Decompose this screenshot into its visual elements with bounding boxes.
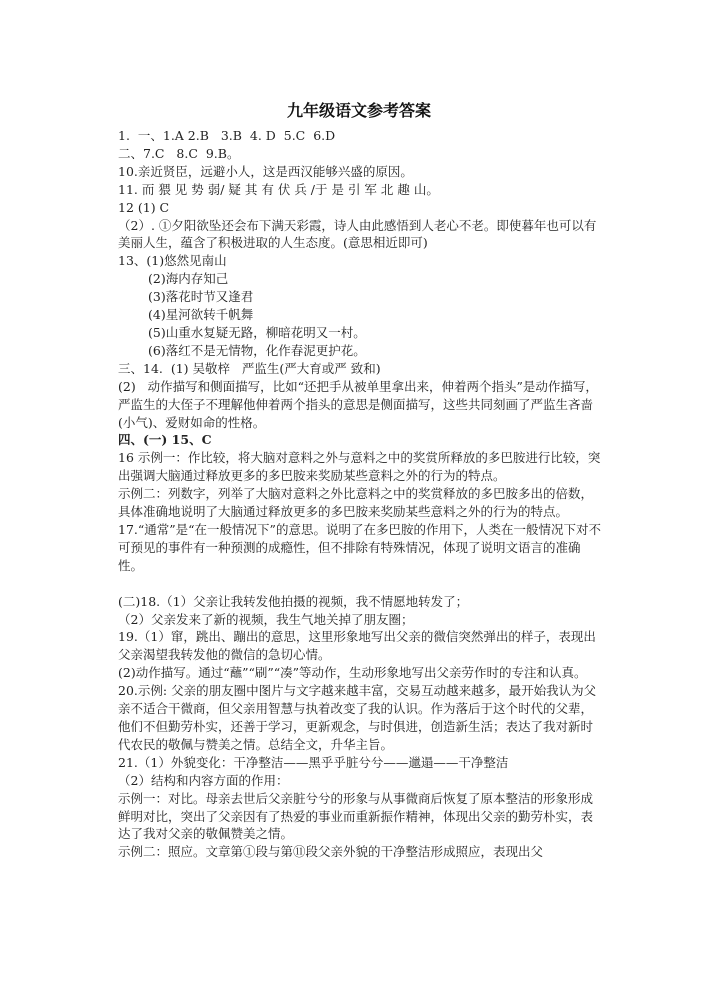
answer-line: （2）结构和内容方面的作用： [118, 772, 289, 788]
answer-line: 11. 而 猥 见 势 弱/ 疑 其 有 伏 兵 /于 是 引 军 北 趣 山。 [118, 181, 439, 197]
answer-line: 16 示例一：作比较，将大脑对意料之外与意料之中的奖赏所释放的多巴胺进行比较，突出强调大脑通过释放更多的多巴胺来奖励某些意料之外的行为的特点。 [118, 450, 601, 484]
answer-line: (2) 动作描写和侧面描写，比如“还把手从被单里拿出来，伸着两个指头”是动作描写，严监生的大侄子不理解他伸着两个指头的意思是侧面描写，这些共同刻画了严监生吝啬(小气)、爱财如命的性格。 [118, 378, 598, 430]
answer-line: （2）父亲发来了新的视频，我生气地关掉了朋友圈； [118, 611, 414, 627]
answer-line: (4)星河欲转千帆舞 [148, 307, 254, 323]
answer-line: 20.示例: 父亲的朋友圈中图片与文字越来越丰富，交易互动越来越多，最开始我认为父亲不适合干微商，但父亲用智慧与执着改变了我的认识。作为落后于这个时代的父辈，他们不但勤劳朴实，还善于学习，更新观念，与时俱进，创造新生活；表达了我对新时代农民的敬佩与赞美之情。总结全文，升华主旨。 [118, 683, 597, 752]
answer-line: (6)落红不是无情物，化作春泥更护花。 [148, 342, 366, 358]
answer-line: (2)海内存知己 [148, 271, 229, 287]
answer-line: （2）. ①夕阳欲坠还会布下满天彩霞，诗人由此感悟到人老心不老。即使暮年也可以有美丽人生，蕴含了积极进取的人生态度。(意思相近即可) [118, 217, 597, 251]
answer-body [118, 127, 604, 861]
answer-line: (2)动作描写。通过“蘸”“刷”“凑”等动作，生动形象地写出父亲劳作时的专注和认真。 [118, 665, 587, 681]
answer-line: 21.（1）外貌变化：干净整洁——黑乎乎脏兮兮——邋遢——干净整洁 [118, 754, 509, 770]
answer-line: 二、7.C 8.C 9.B。 [118, 145, 240, 161]
answer-line: 示例二：列数字，列举了大脑对意料之外比意料之中的奖赏释放的多巴胺多出的倍数，具体准确地说明了大脑通过释放更多的多巴胺来奖励某些意料之外的行为的特点。 [118, 486, 594, 520]
answer-line: 17.“通常”是“在一般情况下”的意思。说明了在多巴胺的作用下，人类在一般情况下对不可预见的事件有一种预测的成瘾性，但不排除有特殊情况，体现了说明文语言的准确性。 [118, 521, 601, 573]
answer-line: (5)山重水复疑无路，柳暗花明又一村。 [148, 324, 366, 340]
answer-line: 示例二：照应。文章第①段与第⑪段父亲外貌的干净整洁形成照应，表现出父 [118, 844, 544, 860]
answer-line: (二)18.（1）父亲让我转发他拍摄的视频，我不情愿地转发了； [118, 593, 469, 609]
answer-line: 19.（1）窜，跳出、蹦出的意思，这里形象地写出父亲的微信突然弹出的样子，表现出父亲渴望我转发他的微信的急切心情。 [118, 629, 596, 663]
answer-line: 三、14. (1) 吴敬梓 严监生(严大育或严 致和) [118, 360, 381, 376]
section-heading: 四、(一) 15、C [118, 432, 212, 448]
answer-line: 1. 一、1.A 2.B 3.B 4. D 5.C 6.D [118, 128, 336, 143]
answer-line: 示例一：对比。母亲去世后父亲脏兮兮的形象与从事微商后恢复了原本整洁的形象形成鲜明对比，突出了父亲因有了热爱的事业而重新振作精神，体现出父亲的勤劳朴实，表达了我对父亲的敬佩赞美之情。 [118, 790, 594, 842]
document-title: 九年级语文参考答案 [286, 101, 431, 120]
answer-line: (3)落花时节又逢君 [148, 289, 254, 305]
answer-line: 12 (1) C [118, 199, 170, 215]
answer-line: 13、(1)悠然见南山 [118, 253, 227, 269]
blank-line [118, 575, 604, 593]
answer-line: 10.亲近贤臣，远避小人，这是西汉能够兴盛的原因。 [118, 163, 413, 179]
